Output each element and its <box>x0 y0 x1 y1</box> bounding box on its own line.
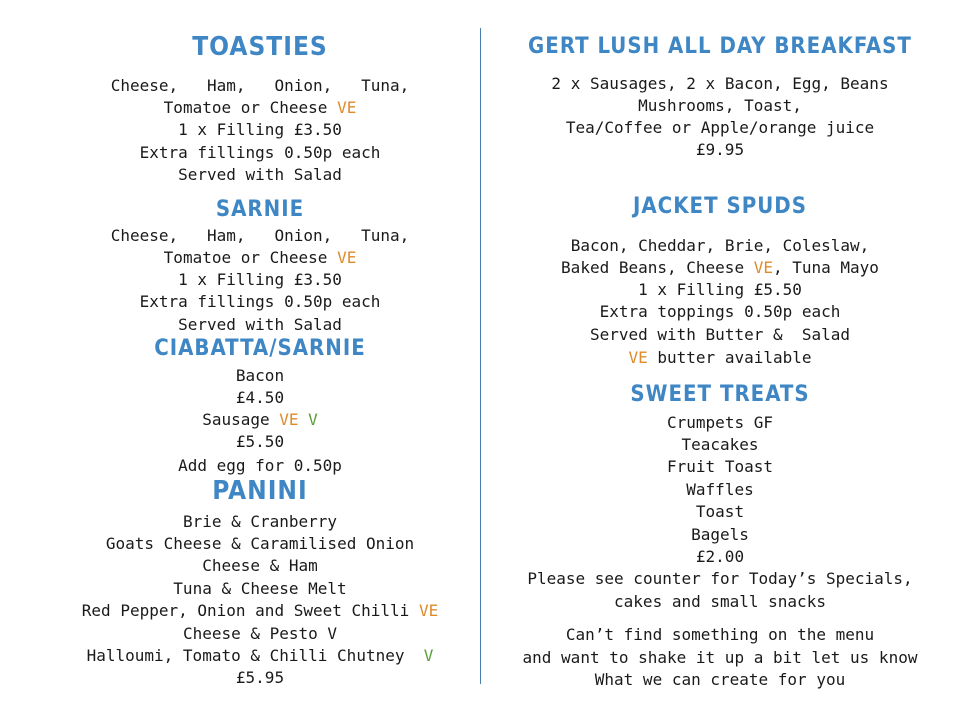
specials-note: Please see counter for Today’s Specials, <box>527 569 913 588</box>
ciabatta-price: £4.50 <box>235 388 285 407</box>
breakfast-title: GERT LUSH ALL DAY BREAKFAST <box>528 34 912 59</box>
panini-title: PANINI <box>212 476 308 506</box>
toasties-price: 1 x Filling £3.50 <box>178 120 342 139</box>
vegan-tag: VE <box>337 98 357 117</box>
text-fragment: Tomatoe or Cheese <box>163 248 338 267</box>
vegan-tag: VE <box>628 348 648 367</box>
footer-note: and want to shake it up a bit let us know <box>522 648 918 667</box>
panini-line <box>60 600 460 622</box>
jacket-line <box>500 257 940 279</box>
sweet-price: £2.00 <box>695 547 745 566</box>
ciabatta-line: Bacon <box>235 366 285 385</box>
panini-line: Tuna & Cheese Melt <box>173 579 347 598</box>
sarnie-line: Cheese, Ham, Onion, Tuna, <box>110 226 410 245</box>
sweet-line: Teacakes <box>681 435 759 454</box>
jacket-extra: Extra toppings 0.50p each <box>599 302 841 321</box>
sweet-title: SWEET TREATS <box>630 382 810 407</box>
jacket-price: 1 x Filling £5.50 <box>638 280 802 299</box>
text-fragment: butter available <box>647 348 812 367</box>
ciabatta-line <box>60 409 460 431</box>
sarnie-served: Served with Salad <box>178 315 342 334</box>
vegan-tag: VE <box>279 410 299 429</box>
sweet-line: Fruit Toast <box>667 457 773 476</box>
text-fragment: Halloumi, Tomato & Chilli Chutney <box>86 646 424 665</box>
toasties-extra: Extra fillings 0.50p each <box>139 143 381 162</box>
sarnie-title: SARNIE <box>215 197 305 222</box>
sarnie-extra: Extra fillings 0.50p each <box>139 292 381 311</box>
specials-note: cakes and small snacks <box>614 592 826 611</box>
footer-note: What we can create for you <box>594 670 846 689</box>
vegetarian-tag: V <box>308 410 318 429</box>
text-fragment: Red Pepper, Onion and Sweet Chilli <box>81 601 419 620</box>
vegan-tag: VE <box>337 248 357 267</box>
toasties-title: TOASTIES <box>192 32 328 62</box>
ciabatta-price: £5.50 <box>235 432 285 451</box>
ciabatta-title: CIABATTA/SARNIE <box>154 336 366 361</box>
sweet-line: Bagels <box>691 525 749 544</box>
footer-note: Can’t find something on the menu <box>565 625 875 644</box>
jacket-title: JACKET SPUDS <box>633 194 807 219</box>
panini-price: £5.95 <box>235 668 285 687</box>
panini-line: Brie & Cranberry <box>182 512 338 531</box>
jacket-line: Bacon, Cheddar, Brie, Coleslaw, <box>570 236 870 255</box>
vegetarian-tag: V <box>423 646 434 665</box>
panini-line: Cheese & Pesto V <box>182 624 338 643</box>
column-divider <box>480 28 481 684</box>
sweet-line: Crumpets GF <box>667 413 773 432</box>
text-fragment: Baked Beans, Cheese <box>561 258 754 277</box>
text-fragment: Tomatoe or Cheese <box>163 98 338 117</box>
breakfast-line: 2 x Sausages, 2 x Bacon, Egg, Beans <box>551 74 889 93</box>
vegan-tag: VE <box>418 601 439 620</box>
panini-line: Cheese & Ham <box>202 556 318 575</box>
breakfast-price: £9.95 <box>695 140 745 159</box>
toasties-line: Cheese, Ham, Onion, Tuna, <box>110 76 410 95</box>
sweet-line: Toast <box>695 502 745 521</box>
toasties-line <box>60 97 460 119</box>
ciabatta-addon: Add egg for 0.50p <box>178 456 342 475</box>
vegan-tag: VE <box>753 258 773 277</box>
jacket-vegan-note <box>500 347 940 369</box>
breakfast-line: Tea/Coffee or Apple/orange juice <box>565 118 875 137</box>
sarnie-price: 1 x Filling £3.50 <box>178 270 342 289</box>
text-fragment: Sausage <box>202 410 280 429</box>
panini-line <box>60 645 460 667</box>
toasties-served: Served with Salad <box>178 165 342 184</box>
text-fragment: , Tuna Mayo <box>772 258 879 277</box>
sweet-line: Waffles <box>686 480 754 499</box>
panini-line: Goats Cheese & Caramilised Onion <box>105 534 415 553</box>
jacket-served: Served with Butter & Salad <box>589 325 851 344</box>
breakfast-line: Mushrooms, Toast, <box>638 96 802 115</box>
sarnie-line <box>60 247 460 269</box>
